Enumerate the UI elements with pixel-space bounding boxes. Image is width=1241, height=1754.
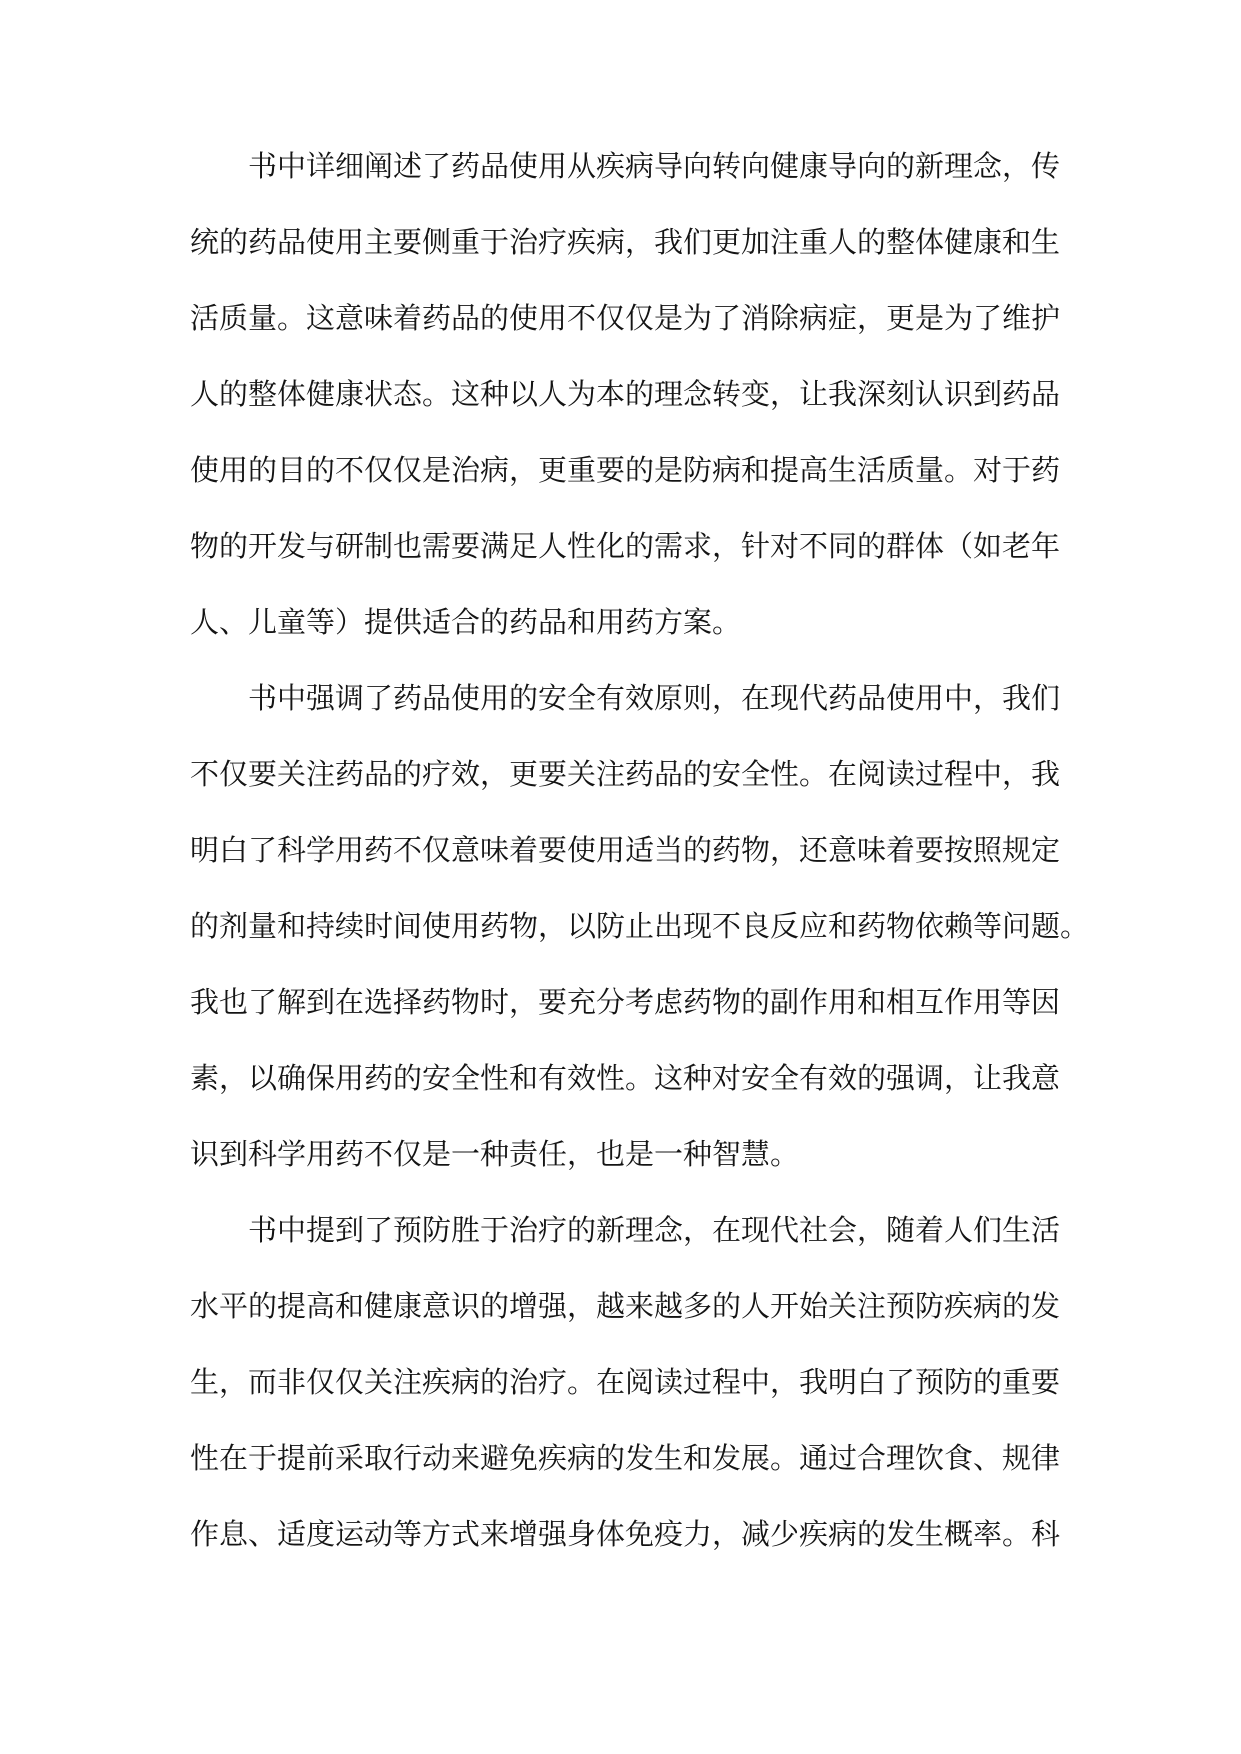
text-line: 水平的提高和健康意识的增强，越来越多的人开始关注预防疾病的发 [190,1289,1061,1323]
text-line: 素，以确保用药的安全性和有效性。这种对安全有效的强调，让我意 [190,1061,1061,1095]
text-line: 不仅要关注药品的疗效，更要关注药品的安全性。在阅读过程中，我 [190,757,1061,791]
text-line: 物的开发与研制也需要满足人性化的需求，针对不同的群体（如老年 [190,529,1061,563]
text-line: 书中详细阐述了药品使用从疾病导向转向健康导向的新理念，传 [248,149,1061,183]
text-line: 生，而非仅仅关注疾病的治疗。在阅读过程中，我明白了预防的重要 [190,1365,1061,1399]
text-line: 明白了科学用药不仅意味着要使用适当的药物，还意味着要按照规定 [190,833,1061,867]
text-line: 人的整体健康状态。这种以人为本的理念转变，让我深刻认识到药品 [190,377,1061,411]
text-line: 人、儿童等）提供适合的药品和用药方案。 [190,605,742,639]
text-line: 书中提到了预防胜于治疗的新理念，在现代社会，随着人们生活 [248,1213,1061,1247]
text-line: 的剂量和持续时间使用药物，以防止出现不良反应和药物依赖等问题。 [190,909,1090,943]
text-line: 作息、适度运动等方式来增强身体免疫力，减少疾病的发生概率。科 [190,1517,1061,1551]
text-line: 活质量。这意味着药品的使用不仅仅是为了消除病症，更是为了维护 [190,301,1061,335]
paragraph-prevention-over-treatment [190,1212,1060,1592]
text-line: 统的药品使用主要侧重于治疗疾病，我们更加注重人的整体健康和生 [190,225,1061,259]
text-line: 书中强调了药品使用的安全有效原则，在现代药品使用中，我们 [248,681,1061,715]
text-line: 我也了解到在选择药物时，要充分考虑药物的副作用和相互作用等因 [190,985,1061,1019]
paragraph-drug-use-health-orientation [190,148,1060,680]
document-body [190,148,1090,1592]
paragraph-safety-efficacy [190,680,1090,1212]
text-line: 性在于提前采取行动来避免疾病的发生和发展。通过合理饮食、规律 [190,1441,1061,1475]
text-line: 识到科学用药不仅是一种责任，也是一种智慧。 [190,1137,800,1171]
text-line: 使用的目的不仅仅是治病，更重要的是防病和提高生活质量。对于药 [190,453,1061,487]
